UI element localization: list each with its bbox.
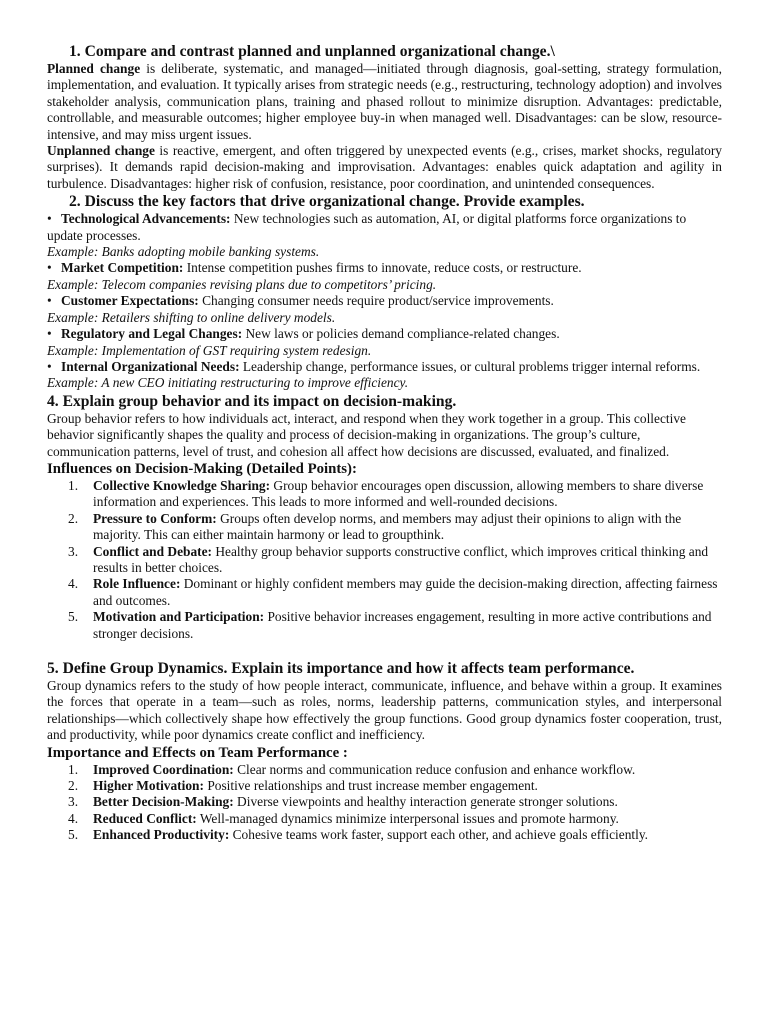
bullet-icon: • <box>47 293 52 309</box>
list-number: 4. <box>68 810 79 826</box>
list-item <box>47 778 722 794</box>
question-1-heading: 1. Compare and contrast planned and unplanned organizational change.\ <box>69 43 555 60</box>
unplanned-change-text: is reactive, emergent, and often triggered by unexpected events (e.g., crises, market shocks, regulatory surprises). It demands rapid decision-making and improvisation. Advantages: enables quick adaptation and agility in turbulence. Disadvantages: higher risk of confusion, resistance, poor coordination, and unintended consequences. <box>47 143 722 191</box>
question-4 <box>47 392 722 642</box>
point-text: Healthy group behavior supports constructive conflict, which improves critical thinking and results in better choices. <box>93 543 709 575</box>
point-term: Enhanced Productivity: <box>93 827 230 843</box>
factor-term: Internal Organizational Needs: <box>61 358 240 374</box>
point-term: Role Influence: <box>93 576 181 592</box>
factor-item <box>47 359 722 375</box>
list-number: 5. <box>68 609 79 625</box>
factor-term: Market Competition: <box>61 260 184 276</box>
point-text: Diverse viewpoints and healthy interaction generate stronger solutions. <box>233 794 618 810</box>
point-term: Improved Coordination: <box>93 761 234 777</box>
planned-change-text: is deliberate, systematic, and managed—initiated through diagnosis, goal-setting, strategy formulation, implementation, and evaluation. It typically arises from strategic needs (e.g., restructuring, technology adoption) and involves stakeholder analysis, communication plans, training and phased rollout to minimize disruption. Advantages: predictable, controllable, and measurable outcomes; higher employee buy-in when managed well. Disadvantages: can be slow, resource-intensive, and may miss urgent issues. <box>47 61 722 142</box>
factor-example: Example: Retailers shifting to online delivery models. <box>47 309 336 325</box>
point-text: Group behavior encourages open discussion, allowing members to share diverse information and experiences. This leads to more informed and well-rounded decisions. <box>93 477 704 510</box>
factor-item <box>47 211 722 244</box>
bullet-icon: • <box>47 326 52 342</box>
team-performance-list <box>47 762 722 844</box>
list-number: 1. <box>68 477 79 493</box>
unplanned-change-paragraph <box>47 143 722 192</box>
factor-term: Customer Expectations: <box>61 293 199 309</box>
list-item <box>47 544 722 577</box>
point-term: Better Decision-Making: <box>93 794 234 810</box>
point-text: Groups often develop norms, and members may adjust their opinions to align with the majority. This can either maintain harmony or lead to groupthink. <box>93 510 682 543</box>
list-item <box>47 762 722 778</box>
factor-text: Leadership change, performance issues, or cultural problems trigger internal reforms. <box>239 358 701 374</box>
group-dynamics-intro: Group dynamics refers to the study of how people interact, communicate, influence, and behave within a group. It examines the forces that operate in a team—such as roles, norms, leadership patterns, communication styles, and interpersonal relationships—which collectively shape how effectively the group functions. Good group dynamics foster cooperation, trust, and productivity, while poor dynamics create conflict and inefficiency. <box>47 678 722 743</box>
point-text: Dominant or highly confident members may guide the decision-making direction, affecting fairness and outcomes. <box>93 576 718 608</box>
point-term: Pressure to Conform: <box>93 510 217 526</box>
question-5-subheading: Importance and Effects on Team Performance : <box>47 744 348 761</box>
list-item <box>47 609 722 642</box>
question-4-subheading: Influences on Decision-Making (Detailed Points): <box>47 460 357 477</box>
factor-text: New technologies such as automation, AI, or digital platforms force organizations to update processes. <box>47 211 687 243</box>
point-text: Positive behavior increases engagement, resulting in more active contributions and stronger decisions. <box>93 609 712 641</box>
factor-term: Technological Advancements: <box>61 211 231 227</box>
factor-item <box>47 293 722 309</box>
question-2-heading: 2. Discuss the key factors that drive organizational change. Provide examples. <box>69 193 585 211</box>
unplanned-change-term: Unplanned change <box>47 143 155 159</box>
list-item <box>47 576 722 609</box>
decision-influences-list <box>47 478 722 642</box>
factor-text: New laws or policies demand compliance-related changes. <box>242 326 560 342</box>
question-5-heading: 5. Define Group Dynamics. Explain its importance and how it affects team performance. <box>47 660 635 677</box>
factor-item <box>47 326 722 342</box>
list-number: 2. <box>68 510 79 526</box>
list-number: 4. <box>68 576 79 592</box>
group-behavior-intro: Group behavior refers to how individuals act, interact, and respond when they work together in a group. This collective behavior significantly shapes the quality and process of decision-making in organizations. The group’s culture, communication patterns, level of trust, and cohesion all affect how decisions are discussed, evaluated, and finalized. <box>47 410 686 459</box>
list-item <box>47 827 722 843</box>
point-term: Higher Motivation: <box>93 778 204 794</box>
planned-change-paragraph <box>47 61 722 143</box>
factor-example: Example: Implementation of GST requiring system redesign. <box>47 342 372 358</box>
point-text: Positive relationships and trust increase member engagement. <box>203 778 538 794</box>
factor-text: Intense competition pushes firms to innovate, reduce costs, or restructure. <box>183 260 582 276</box>
factor-item <box>47 260 722 276</box>
bullet-icon: • <box>47 260 52 276</box>
list-number: 5. <box>68 827 79 843</box>
factor-example: Example: Telecom companies revising plans due to competitors’ pricing. <box>47 276 437 292</box>
list-number: 1. <box>68 761 79 777</box>
point-text: Clear norms and communication reduce confusion and enhance workflow. <box>233 761 636 777</box>
factor-text: Changing consumer needs require product/service improvements. <box>198 293 554 309</box>
point-term: Conflict and Debate: <box>93 543 213 559</box>
list-number: 3. <box>68 794 79 810</box>
point-term: Reduced Conflict: <box>93 810 197 826</box>
factor-term: Regulatory and Legal Changes: <box>61 326 243 342</box>
list-item <box>47 811 722 827</box>
point-text: Well-managed dynamics minimize interpersonal issues and promote harmony. <box>196 810 619 826</box>
section-spacer <box>47 642 722 659</box>
point-text: Cohesive teams work faster, support each other, and achieve goals efficiently. <box>229 827 649 843</box>
list-item <box>47 511 722 544</box>
point-term: Motivation and Participation: <box>93 609 265 625</box>
point-term: Collective Knowledge Sharing: <box>93 477 271 493</box>
question-2 <box>47 192 722 391</box>
list-number: 2. <box>68 778 79 794</box>
bullet-icon: • <box>47 211 52 227</box>
planned-change-term: Planned change <box>47 61 141 76</box>
question-4-heading: 4. Explain group behavior and its impact on decision-making. <box>47 392 457 410</box>
list-item <box>47 478 722 511</box>
list-item <box>47 794 722 810</box>
question-5 <box>47 659 722 844</box>
question-1 <box>47 42 722 192</box>
factor-example: Example: Banks adopting mobile banking systems. <box>47 244 320 260</box>
factor-example: Example: A new CEO initiating restructuring to improve efficiency. <box>47 375 409 391</box>
list-number: 3. <box>68 543 79 559</box>
bullet-icon: • <box>47 358 52 374</box>
